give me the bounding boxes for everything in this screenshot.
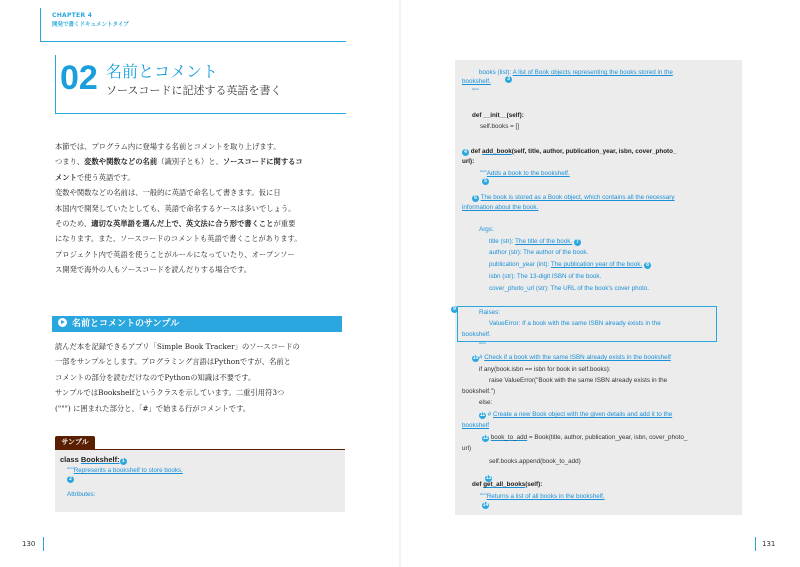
code-create-comment: 11 # Create a new Book object with the given details and add it to the xyxy=(479,411,673,418)
code-get-all-doc: """Returns a list of all books in the bookshelf. xyxy=(480,493,605,500)
text-segment: メント xyxy=(55,172,77,182)
code-raise-line: raise ValueError("Book with the same ISBN already exists in the xyxy=(489,377,668,384)
text-line xyxy=(55,139,345,154)
text-segment: プロジェクト内で英語を使うことがルールになっていたり、オープンソー xyxy=(55,249,295,259)
code-if-any: if any(book.isbn == isbn for book in self.books): xyxy=(479,366,611,373)
code-attributes: Attributes: xyxy=(67,491,96,498)
text-line xyxy=(55,385,345,400)
code-arg-author: author (str): The author of the book. xyxy=(489,249,589,256)
section-number: 02 xyxy=(60,59,98,97)
code-raises-desc: ValueError: If a book with the same ISBN already exists in the xyxy=(489,320,661,327)
code-else: else: xyxy=(479,399,493,406)
sample-section-heading xyxy=(52,316,342,332)
text-line xyxy=(55,247,345,262)
text-segment: (""") に囲まれた部分と、「#」で始まる行がコメントです。 xyxy=(55,403,251,413)
text-segment: 一部をサンプルとします。プログラミング言語はPythonですが、名前と xyxy=(55,357,291,367)
code-def-init: def __init__(self): xyxy=(472,112,524,119)
text-segment: コメントの部分を読むだけなのでPythonの知識は不要です。 xyxy=(55,372,256,382)
text-segment: 本節では、プログラム内に登場する名前とコメントを取り上げます。 xyxy=(55,142,281,151)
code-books-attr-cont: bookshelf. xyxy=(462,78,491,85)
text-segment: 適切な英単語を選んだ上で、英文法に合う形で書くこと xyxy=(91,219,274,229)
marker-6: 6 xyxy=(472,195,479,202)
text-line xyxy=(55,216,345,231)
text-segment: ス開発で海外の人もソースコードを読んだりする場合です。 xyxy=(55,265,252,275)
code-raises: Raises: xyxy=(479,309,500,316)
text-segment: そのため、 xyxy=(55,219,92,229)
page-number-bar-left xyxy=(43,537,44,551)
code-check-comment: 10# Check if a book with the same ISBN already exists in the bookshelf xyxy=(472,354,671,361)
class-name: Bookshelf: xyxy=(80,455,120,464)
text-line xyxy=(55,154,345,169)
text-line xyxy=(55,231,345,246)
code-doc-close-2: """ xyxy=(479,342,486,349)
marker-3: 3 xyxy=(505,76,512,83)
text-line xyxy=(55,170,345,185)
spread-gutter xyxy=(399,0,401,567)
code-doc-close-1: """ xyxy=(472,88,479,95)
code-stored-comment-cont: information about the book. xyxy=(462,204,539,211)
code-class-line: class Bookshelf: 1 xyxy=(60,456,127,465)
marker-1: 1 xyxy=(120,458,127,465)
page-number-right: 131 xyxy=(762,540,776,548)
code-book-to-add: 12 book_to_add = Book(title, author, publication_year, isbn, cover_photo_ xyxy=(482,434,688,441)
chapter-label: CHAPTER 4 xyxy=(52,12,93,19)
text-segment: 変数や関数などの名前 xyxy=(84,157,158,167)
marker-5: 5 xyxy=(482,178,489,185)
marker-13: 13 xyxy=(485,475,492,481)
marker-4: 4 xyxy=(462,149,469,156)
text-line xyxy=(55,354,345,369)
intro-text xyxy=(55,139,345,278)
code-create-comment-cont: bookshelf xyxy=(462,422,489,429)
code-def-add-book-cont: url): xyxy=(462,158,475,165)
text-segment: が重要 xyxy=(273,219,296,229)
text-line xyxy=(55,339,345,354)
text-line xyxy=(55,201,345,216)
marker-8: 8 xyxy=(644,262,651,269)
text-line xyxy=(55,262,345,277)
code-def-get-all: def get_all_books(self): xyxy=(472,481,543,488)
sample-text xyxy=(55,339,345,416)
text-segment: つまり、 xyxy=(55,157,85,167)
code-args: Args: xyxy=(479,226,494,233)
text-segment: 読んだ本を記録できるアプリ「Simple Book Tracker」のソースコードの xyxy=(55,342,300,351)
text-segment: 変数や関数などの名前は、一般的に英語で命名して書きます。仮に日 xyxy=(55,188,281,198)
text-segment: サンプルではBookshelfというクラスを示しています。二重引用符3つ xyxy=(55,388,285,398)
code-marker-2 xyxy=(67,475,74,483)
text-line xyxy=(55,185,345,200)
code-raise-line-cont: bookshelf.") xyxy=(462,388,496,395)
chapter-title: 開発で書くドキュメントタイプ xyxy=(52,22,129,28)
marker-11: 11 xyxy=(479,412,486,418)
code-arg-cover: cover_photo_url (str): The URL of the book's cover photo. xyxy=(489,285,650,292)
page-number-bar-right xyxy=(755,537,756,551)
code-raises-desc-cont: bookshelf. xyxy=(462,331,491,338)
marker-2: 2 xyxy=(67,476,74,483)
marker-7: 7 xyxy=(574,239,581,246)
text-line xyxy=(55,370,345,385)
section-title: 名前とコメント xyxy=(106,62,219,81)
text-segment: 本国内で開発していたとしても、英語で命名するケースは多いでしょう。 xyxy=(55,203,296,213)
marker-10: 10 xyxy=(472,355,479,361)
code-marker-3 xyxy=(505,75,512,83)
text-segment: になります。また、ソースコードのコメントも英語で書くことがあります。 xyxy=(55,234,302,244)
sample-heading-text: 名前とコメントのサンプル xyxy=(72,319,180,329)
code-arg-title: title (str): The title of the book. 7 xyxy=(489,238,581,246)
text-segment: で使う英語です。 xyxy=(76,172,135,182)
code-book-to-add-cont: url) xyxy=(462,445,472,452)
sample-tag: サンプル xyxy=(55,436,95,449)
text-segment: ソースコードに関するコ xyxy=(222,157,303,167)
marker-9: 9 xyxy=(451,306,458,313)
code-books-attr: books (list): A list of Book objects representing the books stored in the xyxy=(479,69,673,76)
marker-14: 14 xyxy=(482,502,489,508)
page-number-left: 130 xyxy=(22,540,36,548)
code-append: self.books.append(book_to_add) xyxy=(489,458,581,465)
code-marker-14 xyxy=(482,501,489,509)
play-bullet-icon xyxy=(58,318,67,327)
code-arg-pub-year: publication_year (int): The publication year of the book. 8 xyxy=(489,261,651,269)
section-subtitle: ソースコードに記述する英語を書く xyxy=(106,84,282,97)
code-self-books: self.books = [] xyxy=(480,123,520,130)
code-arg-isbn: isbn (str): The 13-digit ISBN of the book. xyxy=(489,273,602,280)
code-marker-9 xyxy=(451,305,458,313)
code-add-book-doc: """Adds a book to the bookshelf. xyxy=(480,170,570,177)
text-line xyxy=(55,401,345,416)
code-def-add-book: 4 def add_book(self, title, author, publication_year, isbn, cover_photo_ xyxy=(462,148,677,156)
code-class-doc: """Represents a bookshelf to store books. xyxy=(67,467,183,474)
code-stored-comment: 6 The book is stored as a Book object, which contains all the necessary xyxy=(472,194,675,202)
text-segment: （識別子とも）と、 xyxy=(157,157,223,167)
code-marker-5 xyxy=(482,177,489,185)
marker-12: 12 xyxy=(482,435,489,441)
